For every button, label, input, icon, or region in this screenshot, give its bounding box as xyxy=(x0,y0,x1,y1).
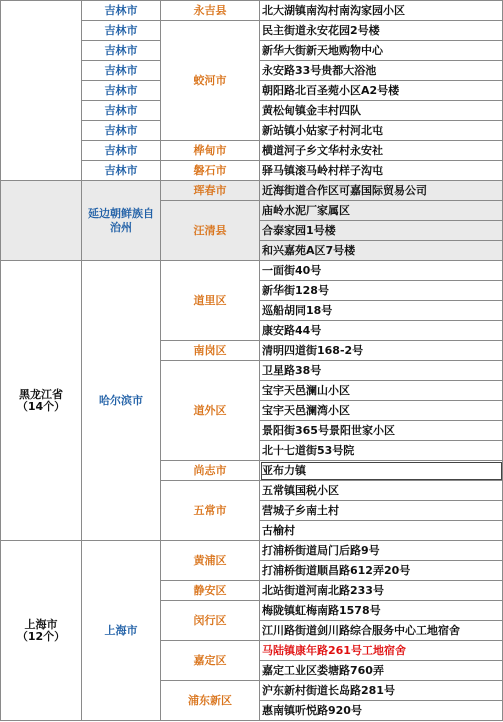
district-cell: 道外区 xyxy=(161,361,260,461)
address-cell: 驿马镇滚马岭村样子沟屯 xyxy=(260,161,503,181)
address-cell: 景阳街365号景阳世家小区 xyxy=(260,421,503,441)
table-row xyxy=(1,1,503,21)
address-cell: 康安路44号 xyxy=(260,321,503,341)
address-cell: 江川路街道剑川路综合服务中心工地宿舍 xyxy=(260,621,503,641)
address-cell: 古榆村 xyxy=(260,521,503,541)
address-cell: 新华大街新天地购物中心 xyxy=(260,41,503,61)
address-cell: 惠南镇听悦路920号 xyxy=(260,701,503,721)
address-cell: 五常镇国税小区 xyxy=(260,481,503,501)
city-cell: 哈尔滨市 xyxy=(82,261,161,541)
city-cell: 吉林市 xyxy=(82,1,161,21)
city-cell: 上海市 xyxy=(82,541,161,721)
city-cell: 吉林市 xyxy=(82,81,161,101)
district-cell: 南岗区 xyxy=(161,341,260,361)
address-cell: 横道河子乡文华村永安社 xyxy=(260,141,503,161)
city-cell: 吉林市 xyxy=(82,41,161,61)
province-name: 上海市 xyxy=(24,617,58,631)
address-cell: 打浦桥街道局门后路9号 xyxy=(260,541,503,561)
city-cell: 吉林市 xyxy=(82,161,161,181)
address-cell: 新站镇小姑家子村河北屯 xyxy=(260,121,503,141)
district-cell: 永吉县 xyxy=(161,1,260,21)
city-cell: 吉林市 xyxy=(82,141,161,161)
district-cell: 五常市 xyxy=(161,481,260,541)
table-row xyxy=(1,181,503,201)
city-cell: 延边朝鲜族自治州 xyxy=(82,181,161,261)
address-cell: 近海街道合作区可嘉国际贸易公司 xyxy=(260,181,503,201)
city-cell: 吉林市 xyxy=(82,101,161,121)
address-cell: 合泰家园1号楼 xyxy=(260,221,503,241)
address-cell: 巡船胡同18号 xyxy=(260,301,503,321)
province-count: （14个） xyxy=(16,399,66,413)
district-cell: 磐石市 xyxy=(161,161,260,181)
address-cell: 和兴嘉苑A区7号楼 xyxy=(260,241,503,261)
district-cell: 道里区 xyxy=(161,261,260,341)
district-cell: 珲春市 xyxy=(161,181,260,201)
district-cell: 尚志市 xyxy=(161,461,260,481)
address-cell: 嘉定工业区娄塘路760弄 xyxy=(260,661,503,681)
address-cell: 宝宇天邑澜山小区 xyxy=(260,381,503,401)
address-cell: 北站街道河南北路233号 xyxy=(260,581,503,601)
address-cell: 庙岭水泥厂家属区 xyxy=(260,201,503,221)
address-cell: 沪东新村街道长岛路281号 xyxy=(260,681,503,701)
table-row xyxy=(1,261,503,281)
address-cell: 永安路33号贵都大浴池 xyxy=(260,61,503,81)
address-cell: 北大湖镇南沟村南沟家园小区 xyxy=(260,1,503,21)
district-cell: 蛟河市 xyxy=(161,21,260,141)
district-cell: 嘉定区 xyxy=(161,641,260,681)
address-cell: 一面街40号 xyxy=(260,261,503,281)
address-cell: 北十七道街53号院 xyxy=(260,441,503,461)
city-cell: 吉林市 xyxy=(82,21,161,41)
province-cell-blank xyxy=(1,1,82,181)
district-cell: 静安区 xyxy=(161,581,260,601)
province-cell xyxy=(1,541,82,721)
province-cell xyxy=(1,261,82,541)
city-cell: 吉林市 xyxy=(82,121,161,141)
address-cell: 卫星路38号 xyxy=(260,361,503,381)
district-cell: 汪清县 xyxy=(161,201,260,261)
district-cell: 黄浦区 xyxy=(161,541,260,581)
address-cell: 清明四道街168-2号 xyxy=(260,341,503,361)
address-cell: 黄松甸镇金丰村四队 xyxy=(260,101,503,121)
address-cell: 打浦桥街道顺昌路612弄20号 xyxy=(260,561,503,581)
table-row xyxy=(1,541,503,561)
address-cell: 新华街128号 xyxy=(260,281,503,301)
district-cell: 闵行区 xyxy=(161,601,260,641)
address-cell-selected[interactable]: 亚布力镇 xyxy=(260,461,503,481)
province-cell-blank xyxy=(1,181,82,261)
province-count: （12个） xyxy=(16,629,66,643)
address-cell: 营城子乡南土村 xyxy=(260,501,503,521)
address-cell: 梅陇镇虹梅南路1578号 xyxy=(260,601,503,621)
address-cell: 宝宇天邑澜湾小区 xyxy=(260,401,503,421)
city-cell: 吉林市 xyxy=(82,61,161,81)
address-cell: 朝阳路北百圣菀小区A2号楼 xyxy=(260,81,503,101)
province-name: 黑龙江省 xyxy=(19,387,63,401)
address-cell: 民主街道永安花园2号楼 xyxy=(260,21,503,41)
district-cell: 桦甸市 xyxy=(161,141,260,161)
address-cell-highlighted: 马陆镇康年路261号工地宿舍 xyxy=(260,641,503,661)
district-cell: 浦东新区 xyxy=(161,681,260,721)
